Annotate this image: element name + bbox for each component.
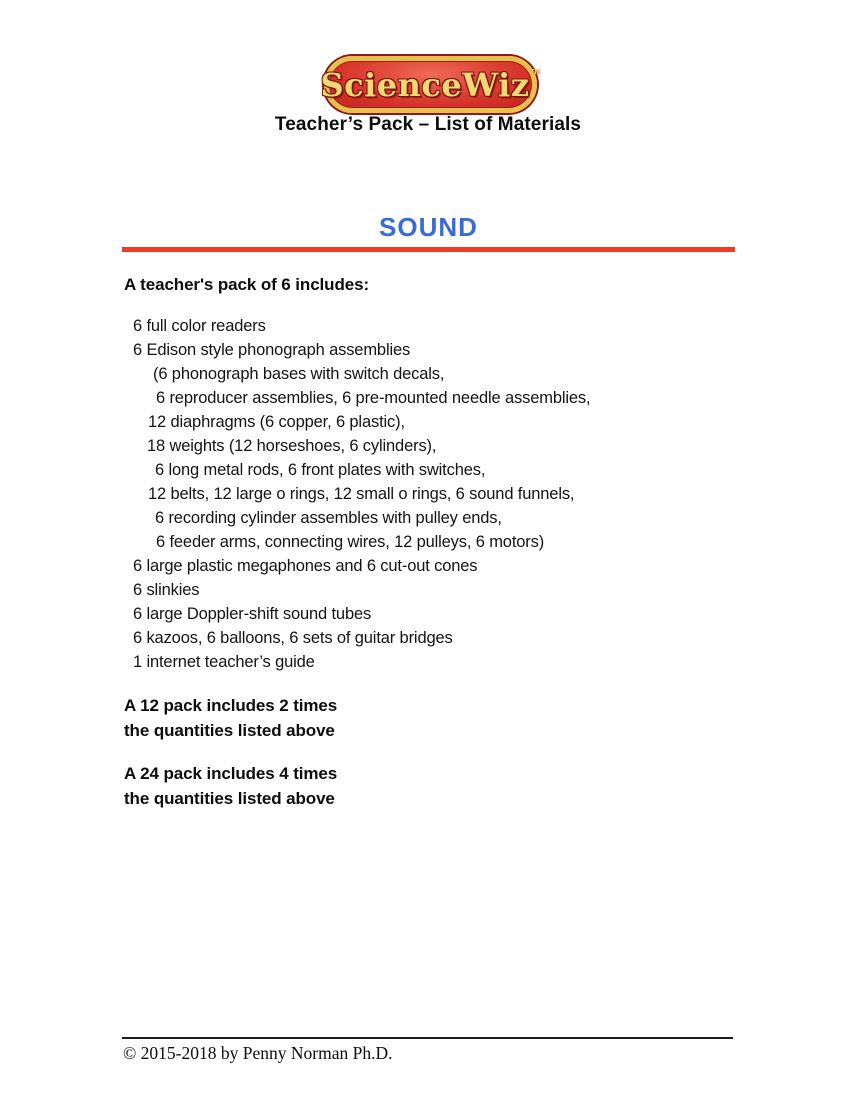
materials-line: 6 large plastic megaphones and 6 cut-out cones — [133, 557, 478, 575]
pack-line: A 12 pack includes 2 times — [124, 696, 338, 715]
pack-line: the quantities listed above — [124, 788, 335, 808]
materials-line: 12 belts, 12 large o rings, 12 small o rings, 6 sound funnels, — [148, 485, 575, 503]
document-subtitle: Teacher’s Pack – List of Materials — [274, 114, 582, 135]
materials-line: 6 slinkies — [133, 581, 200, 599]
materials-line: 6 kazoos, 6 balloons, 6 sets of guitar bridges — [133, 629, 453, 647]
pack-line: the quantities listed above — [124, 720, 335, 740]
pack-paragraph — [124, 694, 337, 743]
materials-line: 6 recording cylinder assembles with pulley ends, — [155, 509, 502, 527]
materials-list — [122, 314, 742, 674]
materials-line: 6 full color readers — [133, 317, 266, 335]
intro-line: A teacher's pack of 6 includes: — [124, 275, 370, 294]
materials-line: 6 Edison style phonograph assemblies — [133, 341, 411, 359]
materials-line: (6 phonograph bases with switch decals, — [153, 365, 445, 383]
red-divider — [122, 247, 735, 252]
materials-line: 6 long metal rods, 6 front plates with switches, — [155, 461, 486, 479]
logo-wordmark: ScienceWiz — [320, 65, 530, 104]
materials-line: 6 feeder arms, connecting wires, 12 pulleys, 6 motors) — [156, 533, 545, 551]
sciencewiz-logo — [320, 56, 541, 113]
pack-paragraph — [124, 762, 337, 811]
materials-line: 6 large Doppler-shift sound tubes — [133, 605, 372, 623]
copyright-text: © 2015-2018 by Penny Norman Ph.D. — [123, 1043, 393, 1063]
footer-divider — [122, 1037, 733, 1039]
section-title: SOUND — [379, 212, 478, 242]
materials-line: 18 weights (12 horseshoes, 6 cylinders), — [147, 437, 437, 455]
pack-line: A 24 pack includes 4 times — [124, 764, 338, 783]
materials-line: 1 internet teacher’s guide — [133, 653, 315, 671]
materials-line: 6 reproducer assemblies, 6 pre-mounted needle assemblies, — [156, 389, 591, 407]
materials-line: 12 diaphragms (6 copper, 6 plastic), — [148, 413, 405, 431]
trademark-mark: TM — [530, 69, 541, 76]
